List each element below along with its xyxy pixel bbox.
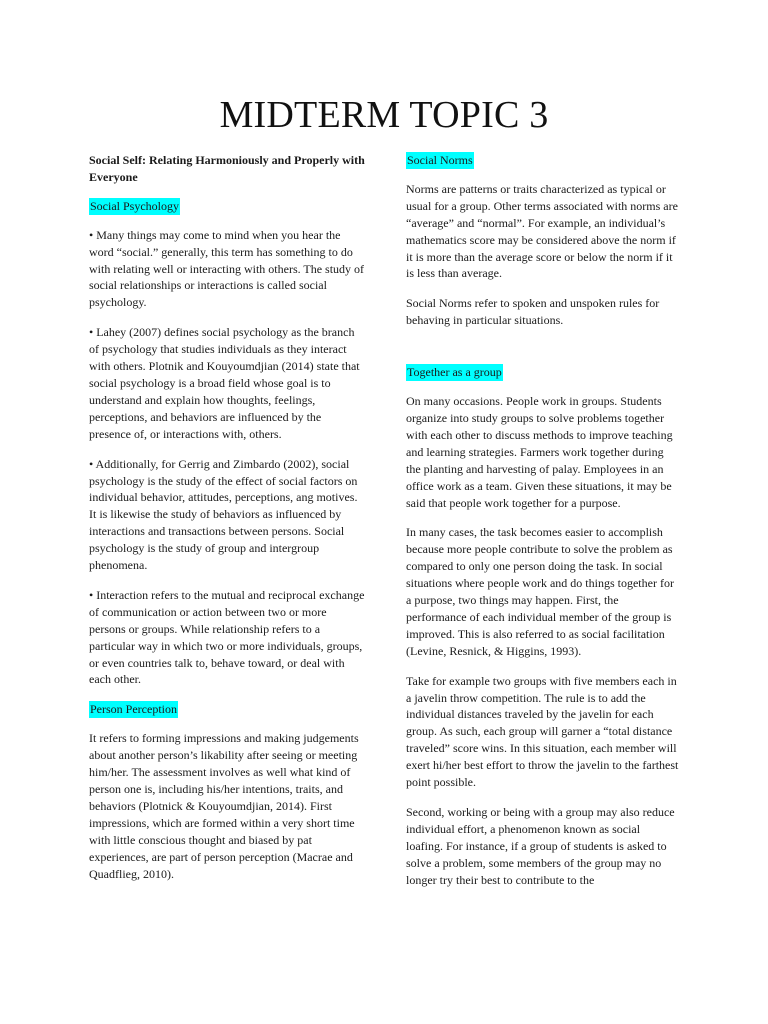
section-heading-person-perception: Person Perception (90, 702, 177, 717)
section-heading-together-as-a-group-wrap (406, 364, 679, 381)
section-heading-social-norms: Social Norms (407, 153, 473, 167)
section-heading-together-as-a-group: Together as a group (407, 365, 502, 380)
paragraph: • Additionally, for Gerrig and Zimbardo (2002), social psychology is the study of the effect of social factors on individual behavior, attitudes, perceptions, ang motives. It is likewise the study of behaviors as influenced by interactions and transactions between persons. Social psychology is the study of group and intergroup phenomena. (89, 456, 358, 573)
section-heading-person-perception-wrap (89, 701, 365, 718)
left-column (89, 152, 365, 895)
paragraph: • Interaction refers to the mutual and reciprocal exchange of communication or action between two or more persons or groups. While relationship refers to a particular way in which two or more individuals, groups, or even countries talk to, behave toward, or deal with each other. (89, 587, 365, 687)
paragraph: • Many things may come to mind when you hear the word “social.” generally, this term has something to do with relating well or interacting with others. The study of social relationships or interactions is called social psychology. (89, 227, 365, 310)
paragraph: In many cases, the task becomes easier to accomplish because more people contribute to solve the problem as compared to only one person doing the task. In social situations where people work and do things together for a purpose, two things may happen. First, the performance of each individual member of the group is improved. This is also referred to as social facilitation (Levine, Resnick, & Higgins, 1993). (406, 525, 674, 658)
section-heading-social-psychology-wrap (89, 198, 365, 215)
right-column (406, 152, 679, 902)
paragraph: It refers to forming impressions and making judgements about another person’s likability after seeing or meeting him/her. The assessment involves as well what kind of person one is, including his/her intentions, traits, and behaviors (Plotnick & Kouyoumdjian, 2014). First impressions, which are formed within a very short time with little conscious thought and biased by pat experiences, are part of person perception (Macrae and Quadflieg, 2010). (89, 731, 359, 881)
paragraph: Second, working or being with a group may also reduce individual effort, a phenomenon known as social loafing. For instance, if a group of students is asked to solve a problem, some members of the group may no longer try their best to contribute to the (406, 805, 675, 887)
paragraph: Take for example two groups with five members each in a javelin throw competition. The rule is to add the individual distances traveled by the javelin for each group. As such, each group will garner a “total distance traveled” score wins. In this situation, each member will exert hi/her best effort to throw the javelin to the farthest point possible. (406, 673, 679, 790)
paragraph: Norms are patterns or traits characterized as typical or usual for a group. Other terms associated with norms are “average” and “normal”. For example, an individual’s mathematics score may be considered above the norm if it is more than the average score or below the norm if it is less than average. (406, 181, 678, 281)
spacer (406, 342, 679, 364)
paragraph: • Lahey (2007) defines social psychology as the branch of psychology that studies individuals as they interact with others. Plotnik and Kouyoumdjian (2014) state that social psychology is a broad field whose goal is to understand and explain how thoughts, feelings, perceptions, and behaviors are influenced by the presence of, or interactions with, others. (89, 325, 360, 441)
section-heading-social-norms-wrap (406, 152, 679, 169)
main-heading: Social Self: Relating Harmoniously and Properly with Everyone (89, 153, 365, 184)
document-title: MIDTERM TOPIC 3 (219, 94, 549, 136)
section-heading-social-psychology: Social Psychology (90, 198, 179, 213)
paragraph: On many occasions. People work in groups. Students organize into study groups to solve problems together with each other to discuss methods to improve teaching and learning strategies. Farmers work together during the planting and harvesting of palay. Employees in an office work as a team. Given these situations, it may be said that people work together for a purpose. (406, 394, 673, 510)
paragraph: Social Norms refer to spoken and unspoken rules for behaving in particular situations. (406, 296, 660, 328)
